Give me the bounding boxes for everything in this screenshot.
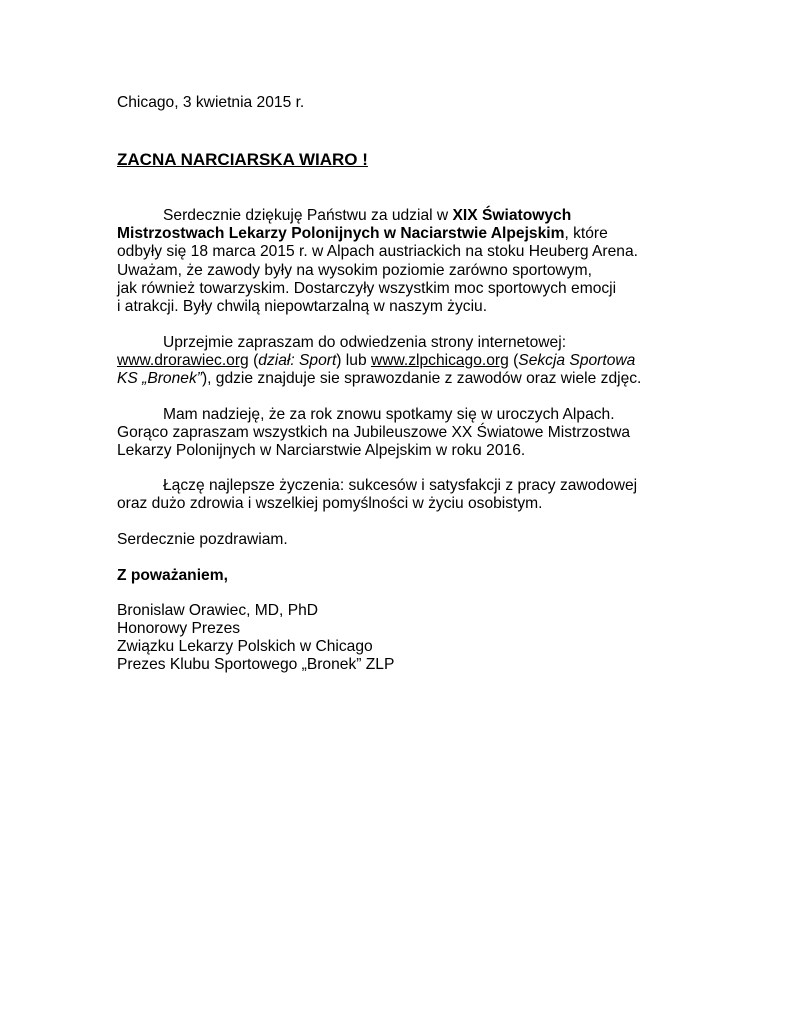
paragraph-1-line-2	[117, 224, 608, 243]
paragraph-3-line-3: Lekarzy Polonijnych w Narciarstwie Alpejskim w roku 2016.	[117, 442, 526, 459]
letter-heading: ZACNA NARCIARSKA WIARO !	[117, 150, 368, 169]
signature-title-3: Prezes Klubu Sportowego „Bronek” ZLP	[117, 656, 395, 673]
letter-date: Chicago, 3 kwietnia 2015 r.	[117, 94, 305, 111]
paragraph-3-line-1: Mam nadzieję, że za rok znowu spotkamy się w uroczych Alpach.	[163, 406, 615, 423]
paragraph-1-line-3: odbyły się 18 marca 2015 r. w Alpach austriackich na stoku Heuberg Arena.	[117, 243, 638, 260]
p1-text: , które	[564, 225, 608, 242]
p2-italic: dział: Sport	[258, 352, 337, 369]
p2-italic: KS „Bronek”	[117, 370, 202, 387]
link-drorawiec[interactable]: www.drorawiec.org	[117, 352, 249, 369]
paragraph-2-line-2	[117, 351, 635, 370]
paragraph-1-line-4: Uważam, że zawody były na wysokim poziomie zarówno sportowym,	[117, 262, 592, 279]
event-name-bold-cont: Mistrzostwach Lekarzy Polonijnych w Naciarstwie Alpejskim	[117, 225, 565, 242]
signature-title-2: Związku Lekarzy Polskich w Chicago	[117, 638, 373, 655]
paragraph-4-line-2: oraz dużo zdrowia i wszelkiej pomyślności w życiu osobistym.	[117, 495, 543, 512]
paragraph-2-line-3	[117, 369, 641, 388]
signature-title-1: Honorowy Prezes	[117, 620, 241, 637]
p2-italic: Sekcja Sportowa	[518, 352, 636, 369]
p1-text: Serdecznie dziękuję Państwu za udzial w	[163, 207, 453, 224]
signature-name: Bronislaw Orawiec, MD, PhD	[117, 602, 319, 619]
paragraph-3-line-2: Gorąco zapraszam wszystkich na Jubileuszowe XX Światowe Mistrzostwa	[117, 424, 631, 441]
closing: Z poważaniem,	[117, 567, 228, 584]
p2-text: (	[248, 352, 259, 369]
paragraph-1-line-5: jak również towarzyskim. Dostarczyły wszystkim moc sportowych emocji	[117, 280, 617, 297]
p2-text: (	[508, 352, 519, 369]
event-name-bold: XIX Światowych	[452, 207, 572, 224]
p2-text: ), gdzie znajduje sie sprawozdanie z zawodów oraz wiele zdjęc.	[201, 370, 642, 387]
link-zlpchicago[interactable]: www.zlpchicago.org	[370, 352, 509, 369]
paragraph-4-line-1: Łączę najlepsze życzenia: sukcesów i satysfakcji z pracy zawodowej	[163, 477, 638, 494]
p2-text: ) lub	[336, 352, 371, 369]
paragraph-1-line-1	[163, 206, 571, 225]
paragraph-1-line-6: i atrakcji. Były chwilą niepowtarzalną w naszym życiu.	[117, 298, 488, 315]
greeting: Serdecznie pozdrawiam.	[117, 531, 288, 548]
paragraph-2-line-1: Uprzejmie zapraszam do odwiedzenia strony internetowej:	[163, 334, 567, 351]
